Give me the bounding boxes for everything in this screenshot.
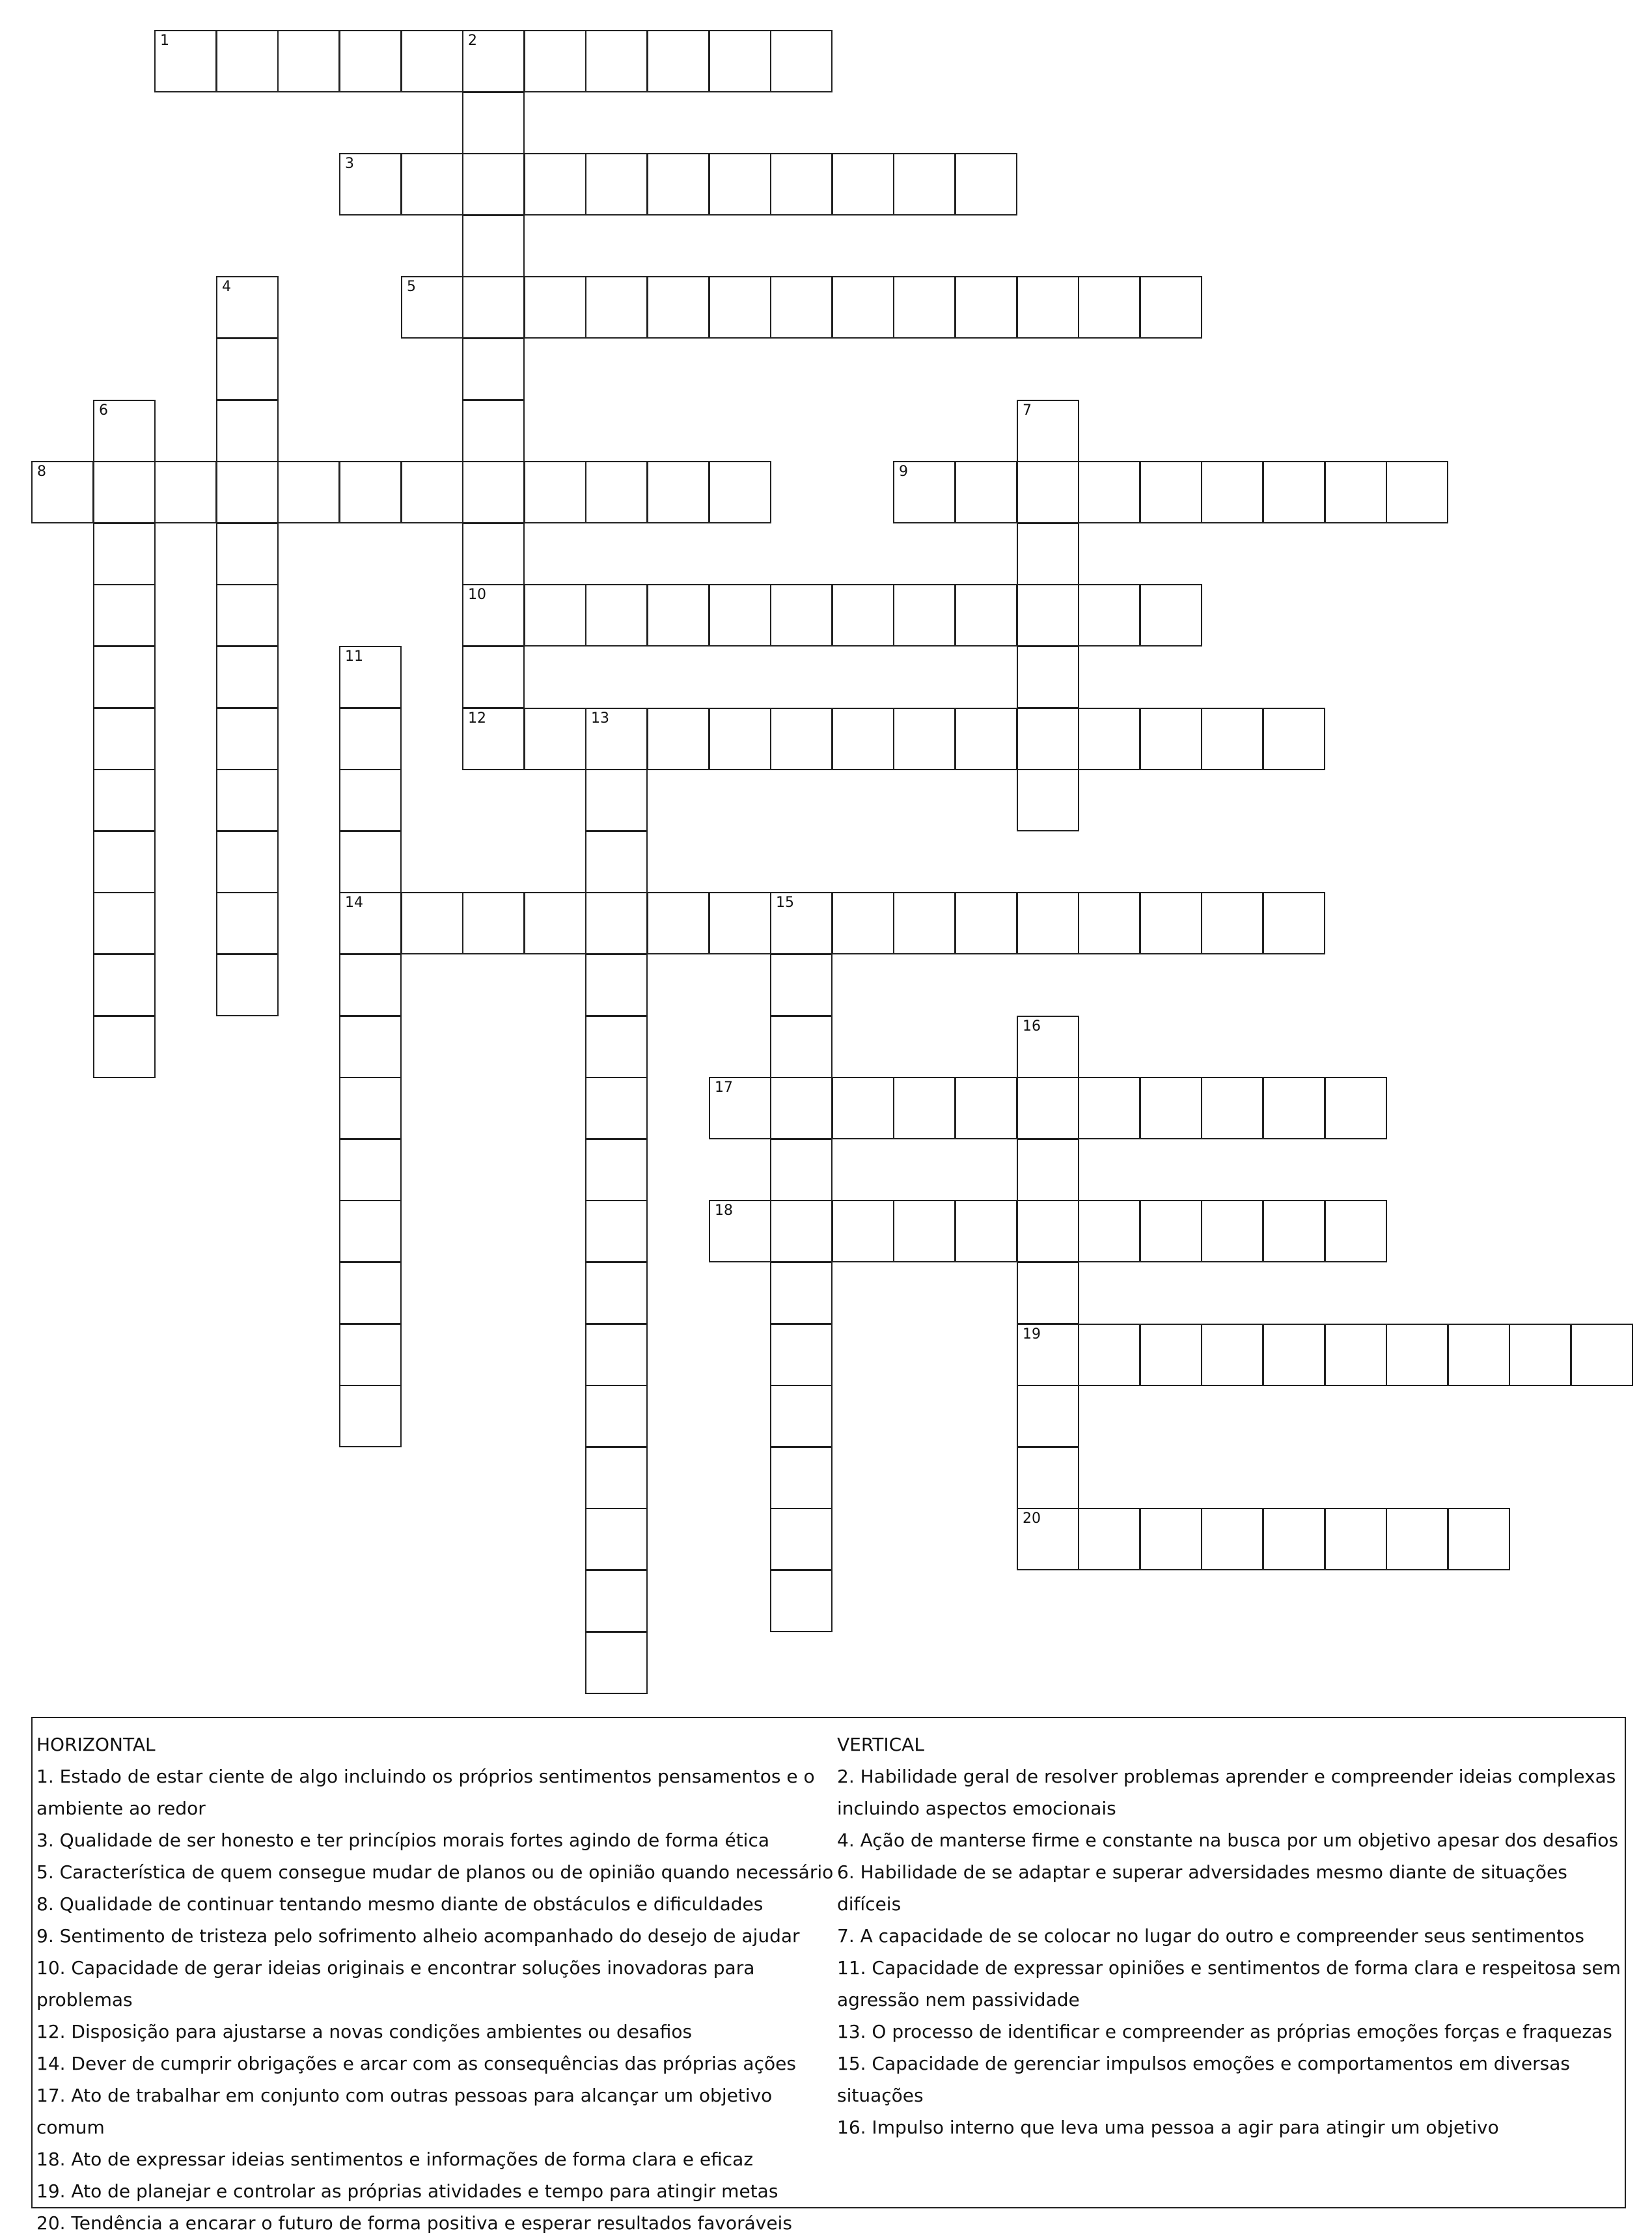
clue-number: 15 [776, 895, 794, 911]
grid-cell[interactable] [585, 153, 648, 216]
grid-cell[interactable] [524, 153, 586, 216]
grid-cell[interactable] [1017, 1324, 1079, 1386]
grid-cell[interactable] [770, 584, 833, 647]
grid-cell[interactable] [1386, 1324, 1448, 1386]
grid-cell[interactable] [524, 276, 586, 339]
grid-cell[interactable] [1017, 584, 1079, 647]
grid-cell[interactable] [524, 30, 586, 92]
clue-down-2: 2. Habilidade geral de resolver problemas aprender e compreender ideias complexas incluindo aspectos emocionais [837, 1766, 1616, 1819]
grid-cell[interactable] [1140, 1077, 1202, 1139]
grid-cell[interactable] [832, 1077, 894, 1139]
grid-cell[interactable] [1263, 708, 1325, 770]
grid-cell[interactable] [462, 92, 525, 154]
grid-cell[interactable] [339, 708, 402, 770]
clue-across-17: 17. Ato de trabalhar em conjunto com outras pessoas para alcançar um objetivo comum [36, 2085, 773, 2138]
grid-cell[interactable] [1140, 1508, 1202, 1570]
grid-cell[interactable] [1017, 1447, 1079, 1509]
clue-number: 14 [345, 895, 363, 911]
grid-cell[interactable] [93, 646, 156, 708]
grid-cell[interactable] [277, 30, 340, 92]
grid-cell[interactable] [770, 1447, 833, 1509]
clue-across-14: 14. Dever de cumprir obrigações e arcar com as consequências das próprias ações [36, 2053, 796, 2074]
grid-cell[interactable] [832, 153, 894, 216]
grid-cell[interactable] [893, 708, 956, 770]
grid-cell[interactable] [770, 276, 833, 339]
grid-cell[interactable] [339, 1139, 402, 1201]
grid-cell[interactable] [709, 1200, 771, 1262]
grid-cell[interactable] [893, 276, 956, 339]
grid-cell[interactable] [585, 276, 648, 339]
grid-cell[interactable] [770, 1324, 833, 1386]
grid-cell[interactable] [339, 1077, 402, 1139]
grid-cell[interactable] [955, 276, 1017, 339]
grid-cell[interactable] [216, 954, 279, 1016]
clue-down-16: 16. Impulso interno que leva uma pessoa a agir para atingir um objetivo [837, 2117, 1499, 2138]
grid-cell[interactable] [585, 1139, 648, 1201]
grid-cell[interactable] [647, 892, 709, 954]
grid-cell[interactable] [93, 584, 156, 647]
grid-cell[interactable] [1571, 1324, 1633, 1386]
grid-cell[interactable] [1078, 1077, 1140, 1139]
grid-cell[interactable] [1201, 1200, 1263, 1262]
grid-cell[interactable] [1140, 708, 1202, 770]
grid-cell[interactable] [832, 276, 894, 339]
grid-cell[interactable] [216, 831, 279, 893]
grid-cell[interactable] [216, 30, 279, 92]
grid-cell[interactable] [462, 276, 525, 339]
grid-cell[interactable] [1078, 584, 1140, 647]
grid-cell[interactable] [709, 708, 771, 770]
grid-cell[interactable] [93, 831, 156, 893]
grid-cell[interactable] [585, 1447, 648, 1509]
grid-cell[interactable] [401, 892, 463, 954]
grid-cell[interactable] [401, 461, 463, 523]
grid-cell[interactable] [1017, 523, 1079, 585]
grid-cell[interactable] [216, 584, 279, 647]
grid-cell[interactable] [1078, 708, 1140, 770]
grid-cell[interactable] [1078, 1324, 1140, 1386]
grid-cell[interactable] [709, 892, 771, 954]
grid-cell[interactable] [1263, 461, 1325, 523]
grid-cell[interactable] [1017, 1139, 1079, 1201]
grid-cell[interactable] [93, 400, 156, 462]
grid-cell[interactable] [647, 153, 709, 216]
grid-cell[interactable] [832, 1200, 894, 1262]
grid-cell[interactable] [893, 1200, 956, 1262]
grid-cell[interactable] [955, 153, 1017, 216]
grid-cell[interactable] [1263, 1200, 1325, 1262]
grid-cell[interactable] [1140, 276, 1202, 339]
clue-across-19: 19. Ato de planejar e controlar as próprias atividades e tempo para atingir metas [36, 2180, 778, 2202]
grid-cell[interactable] [93, 523, 156, 585]
grid-cell[interactable] [339, 892, 402, 954]
grid-cell[interactable] [1201, 1324, 1263, 1386]
grid-cell[interactable] [1325, 1077, 1387, 1139]
clue-down-7: 7. A capacidade de se colocar no lugar do outro e compreender seus sentimentos [837, 1925, 1584, 1947]
grid-cell[interactable] [893, 153, 956, 216]
grid-cell[interactable] [1078, 276, 1140, 339]
grid-cell[interactable] [154, 30, 217, 92]
grid-cell[interactable] [462, 708, 525, 770]
grid-cell[interactable] [462, 400, 525, 462]
grid-cell[interactable] [462, 584, 525, 647]
grid-cell[interactable] [339, 831, 402, 893]
vertical-clues [837, 1729, 1621, 2143]
grid-cell[interactable] [1263, 1508, 1325, 1570]
clue-across-10: 10. Capacidade de gerar ideias originais e encontrar soluções inovadoras para problemas [36, 1957, 755, 2010]
grid-cell[interactable] [1078, 1508, 1140, 1570]
vertical-heading: VERTICAL [837, 1734, 924, 1755]
clue-number: 2 [468, 33, 477, 49]
grid-cell[interactable] [1386, 461, 1448, 523]
grid-cell[interactable] [154, 461, 217, 523]
grid-cell[interactable] [462, 892, 525, 954]
grid-cell[interactable] [1201, 708, 1263, 770]
grid-cell[interactable] [339, 461, 402, 523]
grid-cell[interactable] [216, 276, 279, 339]
grid-cell[interactable] [1017, 1200, 1079, 1262]
grid-cell[interactable] [216, 646, 279, 708]
grid-cell[interactable] [832, 892, 894, 954]
grid-cell[interactable] [709, 461, 771, 523]
grid-cell[interactable] [955, 1077, 1017, 1139]
clue-number: 17 [715, 1079, 733, 1096]
grid-cell[interactable] [216, 892, 279, 954]
grid-cell[interactable] [585, 954, 648, 1016]
grid-cell[interactable] [955, 584, 1017, 647]
clue-number: 16 [1023, 1018, 1041, 1035]
grid-cell[interactable] [462, 30, 525, 92]
grid-cell[interactable] [1017, 708, 1079, 770]
grid-cell[interactable] [585, 584, 648, 647]
grid-cell[interactable] [93, 954, 156, 1016]
grid-cell[interactable] [647, 30, 709, 92]
grid-cell[interactable] [462, 338, 525, 400]
grid-cell[interactable] [31, 461, 94, 523]
grid-cell[interactable] [524, 708, 586, 770]
grid-cell[interactable] [1201, 1508, 1263, 1570]
grid-cell[interactable] [893, 892, 956, 954]
grid-cell[interactable] [1017, 892, 1079, 954]
grid-cell[interactable] [93, 1016, 156, 1078]
grid-cell[interactable] [1263, 892, 1325, 954]
grid-cell[interactable] [832, 708, 894, 770]
grid-cell[interactable] [893, 1077, 956, 1139]
grid-cell[interactable] [1325, 1324, 1387, 1386]
grid-cell[interactable] [339, 1016, 402, 1078]
grid-cell[interactable] [585, 1200, 648, 1262]
clue-number: 18 [715, 1203, 733, 1219]
grid-cell[interactable] [1017, 1385, 1079, 1447]
grid-cell[interactable] [585, 461, 648, 523]
grid-cell[interactable] [1386, 1508, 1448, 1570]
clue-down-15: 15. Capacidade de gerenciar impulsos emoções e comportamentos em diversas situações [837, 2053, 1570, 2106]
clue-across-12: 12. Disposição para ajustarse a novas condições ambientes ou desafios [36, 2021, 693, 2042]
clue-across-18: 18. Ato de expressar ideias sentimentos e informações de forma clara e eficaz [36, 2149, 754, 2170]
grid-cell[interactable] [216, 461, 279, 523]
grid-cell[interactable] [524, 892, 586, 954]
grid-cell[interactable] [955, 1200, 1017, 1262]
grid-cell[interactable] [339, 646, 402, 708]
grid-cell[interactable] [893, 461, 956, 523]
grid-cell[interactable] [585, 1324, 648, 1386]
clue-number: 3 [345, 156, 354, 172]
grid-cell[interactable] [647, 276, 709, 339]
grid-cell[interactable] [339, 769, 402, 831]
grid-cell[interactable] [339, 1200, 402, 1262]
grid-cell[interactable] [1263, 1077, 1325, 1139]
grid-cell[interactable] [339, 30, 402, 92]
clue-across-8: 8. Qualidade de continuar tentando mesmo diante de obstáculos e dificuldades [36, 1893, 764, 1915]
grid-cell[interactable] [1017, 769, 1079, 831]
grid-cell[interactable] [1140, 461, 1202, 523]
grid-cell[interactable] [647, 584, 709, 647]
grid-cell[interactable] [1201, 892, 1263, 954]
grid-cell[interactable] [93, 892, 156, 954]
horizontal-clues [36, 1729, 837, 2239]
grid-cell[interactable] [585, 1077, 648, 1139]
grid-cell[interactable] [93, 769, 156, 831]
clue-across-3: 3. Qualidade de ser honesto e ter princípios morais fortes agindo de forma ética [36, 1829, 770, 1851]
grid-cell[interactable] [462, 523, 525, 585]
grid-cell[interactable] [401, 276, 463, 339]
clue-number: 7 [1023, 402, 1032, 419]
clue-number: 10 [468, 587, 486, 603]
grid-cell[interactable] [585, 708, 648, 770]
grid-cell[interactable] [1140, 1324, 1202, 1386]
clue-across-20: 20. Tendência a encarar o futuro de forma positiva e esperar resultados favoráveis [36, 2212, 792, 2234]
grid-cell[interactable] [770, 1508, 833, 1570]
clue-box [31, 1717, 1626, 2234]
grid-cell[interactable] [647, 461, 709, 523]
grid-cell[interactable] [93, 708, 156, 770]
grid-cell[interactable] [277, 461, 340, 523]
clue-number: 8 [37, 464, 46, 480]
grid-cell[interactable] [462, 461, 525, 523]
grid-cell[interactable] [216, 523, 279, 585]
clue-number: 1 [160, 33, 169, 49]
grid-cell[interactable] [216, 769, 279, 831]
clue-number: 4 [222, 279, 231, 295]
grid-cell[interactable] [1263, 1324, 1325, 1386]
grid-cell[interactable] [1140, 1200, 1202, 1262]
grid-cell[interactable] [1078, 461, 1140, 523]
grid-cell[interactable] [585, 769, 648, 831]
grid-cell[interactable] [585, 892, 648, 954]
grid-cell[interactable] [1325, 461, 1387, 523]
clue-number: 12 [468, 710, 486, 727]
grid-cell[interactable] [1078, 1200, 1140, 1262]
clue-across-5: 5. Característica de quem consegue mudar de planos ou de opinião quando necessário [36, 1861, 834, 1883]
grid-cell[interactable] [1509, 1324, 1571, 1386]
grid-cell[interactable] [1017, 1508, 1079, 1570]
grid-cell[interactable] [709, 276, 771, 339]
grid-cell[interactable] [585, 1016, 648, 1078]
grid-cell[interactable] [524, 461, 586, 523]
grid-cell[interactable] [955, 708, 1017, 770]
grid-cell[interactable] [524, 584, 586, 647]
grid-cell[interactable] [1325, 1508, 1387, 1570]
grid-cell[interactable] [770, 892, 833, 954]
grid-cell[interactable] [832, 584, 894, 647]
grid-cell[interactable] [1017, 276, 1079, 339]
grid-cell[interactable] [709, 1077, 771, 1139]
clue-number: 20 [1023, 1510, 1041, 1527]
grid-cell[interactable] [585, 1570, 648, 1632]
grid-cell[interactable] [93, 461, 156, 523]
clue-number: 13 [591, 710, 609, 727]
grid-cell[interactable] [585, 30, 648, 92]
grid-cell[interactable] [462, 153, 525, 216]
grid-cell[interactable] [1017, 646, 1079, 708]
grid-cell[interactable] [216, 708, 279, 770]
grid-cell[interactable] [401, 30, 463, 92]
grid-cell[interactable] [585, 831, 648, 893]
grid-cell[interactable] [585, 1385, 648, 1447]
clue-across-1: 1. Estado de estar ciente de algo incluindo os próprios sentimentos pensamentos e o ambiente ao redor [36, 1766, 815, 1819]
grid-cell[interactable] [1448, 1508, 1510, 1570]
grid-cell[interactable] [401, 153, 463, 216]
grid-cell[interactable] [1078, 892, 1140, 954]
grid-cell[interactable] [893, 584, 956, 647]
grid-cell[interactable] [770, 1016, 833, 1078]
grid-cell[interactable] [770, 954, 833, 1016]
grid-cell[interactable] [1017, 1016, 1079, 1078]
grid-cell[interactable] [770, 153, 833, 216]
grid-cell[interactable] [339, 1385, 402, 1447]
clue-number: 19 [1023, 1326, 1041, 1342]
grid-cell[interactable] [339, 1324, 402, 1386]
grid-cell[interactable] [1448, 1324, 1510, 1386]
grid-cell[interactable] [955, 461, 1017, 523]
grid-cell[interactable] [1140, 892, 1202, 954]
grid-cell[interactable] [770, 1077, 833, 1139]
clue-down-6: 6. Habilidade de se adaptar e superar adversidades mesmo diante de situações difíceis [837, 1861, 1567, 1915]
grid-cell[interactable] [1201, 461, 1263, 523]
grid-cell[interactable] [770, 1385, 833, 1447]
grid-cell[interactable] [709, 153, 771, 216]
clue-number: 6 [99, 402, 108, 419]
clue-number: 11 [345, 648, 363, 665]
grid-cell[interactable] [1201, 1077, 1263, 1139]
grid-cell[interactable] [709, 584, 771, 647]
grid-cell[interactable] [462, 215, 525, 277]
grid-cell[interactable] [1017, 461, 1079, 523]
grid-cell[interactable] [1017, 1077, 1079, 1139]
grid-cell[interactable] [770, 1200, 833, 1262]
clue-number: 9 [899, 464, 908, 480]
clue-across-9: 9. Sentimento de tristeza pelo sofrimento alheio acompanhado do desejo de ajudar [36, 1925, 800, 1947]
clue-down-11: 11. Capacidade de expressar opiniões e sentimentos de forma clara e respeitosa sem agressão nem passividade [837, 1957, 1621, 2010]
grid-cell[interactable] [216, 400, 279, 462]
grid-cell[interactable] [1325, 1200, 1387, 1262]
grid-cell[interactable] [770, 1570, 833, 1632]
grid-cell[interactable] [770, 30, 833, 92]
grid-cell[interactable] [339, 153, 402, 216]
grid-cell[interactable] [770, 1139, 833, 1201]
grid-cell[interactable] [585, 1262, 648, 1324]
grid-cell[interactable] [216, 338, 279, 400]
grid-cell[interactable] [1140, 584, 1202, 647]
clue-down-4: 4. Ação de manterse firme e constante na busca por um objetivo apesar dos desafios [837, 1829, 1619, 1851]
clue-number: 5 [407, 279, 416, 295]
grid-cell[interactable] [709, 30, 771, 92]
grid-cell[interactable] [770, 708, 833, 770]
grid-cell[interactable] [955, 892, 1017, 954]
grid-cell[interactable] [1017, 1262, 1079, 1324]
clue-down-13: 13. O processo de identificar e compreender as próprias emoções forças e fraquezas [837, 2021, 1612, 2042]
grid-cell[interactable] [647, 708, 709, 770]
grid-cell[interactable] [585, 1632, 648, 1694]
grid-cell[interactable] [1017, 400, 1079, 462]
grid-cell[interactable] [462, 646, 525, 708]
grid-cell[interactable] [339, 954, 402, 1016]
grid-cell[interactable] [339, 1262, 402, 1324]
grid-cell[interactable] [770, 1262, 833, 1324]
horizontal-heading: HORIZONTAL [36, 1734, 156, 1755]
grid-cell[interactable] [585, 1508, 648, 1570]
